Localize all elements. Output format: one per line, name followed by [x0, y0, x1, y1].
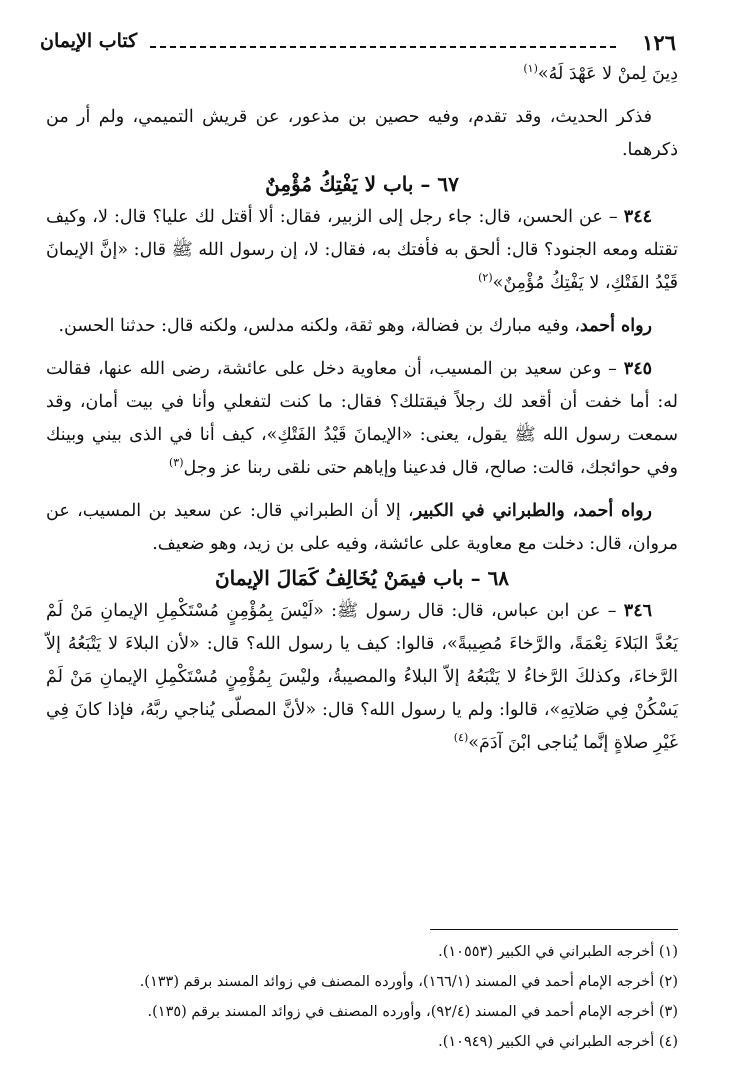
commentary-paragraph: فذكر الحديث، وقد تقدم، وفيه حصين بن مذعور، عن قريش التميمي، ولم أر من ذكرهما. [46, 107, 678, 160]
footnote-1: (١) أخرجه الطبراني في الكبير (١٠٥٥٣). [438, 944, 678, 960]
narration-note-345: رواه أحمد، والطبراني في الكبير، إلا أن الطبراني قال: عن سعيد بن المسيب، عن مروان، قال: دخلت مع معاوية على عائشة، وفيه على بن زيد، وهو ضعيف. [46, 501, 678, 554]
footnotes [46, 937, 678, 1057]
footnote-ref-2: (٢) [478, 271, 493, 285]
footnote-separator [430, 929, 678, 930]
footnote-2: (٢) أخرجه الإمام أحمد في المسند (١٦٦/١)، وأورده المصنف في زوائد المسند برقم (١٣٣). [139, 974, 678, 990]
continued-paragraph: دِينَ لِمنْ لا عَهْدَ لَهُ»$^{(١)}$ [523, 62, 678, 84]
header-dashed-rule [150, 46, 616, 48]
book-title: كتاب الإيمان [40, 30, 138, 52]
hadith-346: ٣٤٦ – عن ابن عباس، قال: قال رسول ﷺ: «لَيْسَ بِمُؤْمِنٍ مُسْتَكْمِلِ الإيمانِ مَنْ لَمْ يَعُدَّ البَلاءَ نِعْمَةً، والرَّخاءَ مُصِيبةً»، قالوا: كيف يا رسول الله؟ قال: «لأن البلاءَ لا يَتْبَعُهُ إلاّ الرَّخاءَ، وكذلكَ الرَّخاءُ لا يَتْبَعُهُ إلاّ البلاءُ والمصيبةُ، وليْسَ بِمُؤْمِنٍ مُسْتَكْمِلِ الإيمانِ مَنْ لَمْ يَسْكُنْ فِي صَلاتِهِ»، قالوا: ولم يا رسول الله؟ قال: «لأنَّ المصلّى يُناجي ربَّهُ، فإذا كانَ فِي غَيْرِ صلاةٍ إنَّما يُناجى ابْنَ آدَمَ»$^{(٤)}$ [46, 601, 678, 753]
narration-note-344: رواه أحمد، وفيه مبارك بن فضالة، وهو ثقة، ولكنه مدلس، ولكنه قال: حدثنا الحسن. [58, 316, 652, 336]
footnote-3: (٣) أخرجه الإمام أحمد في المسند (٩٢/٤)، وأورده المصنف في زوائد المسند برقم (١٣٥). [147, 1004, 678, 1020]
hadith-number-346: ٣٤٦ [623, 601, 652, 621]
main-text [46, 58, 678, 760]
footnote-ref-1: (١) [523, 62, 538, 76]
hadith-number-345: ٣٤٥ [623, 359, 652, 379]
running-header [40, 30, 676, 56]
footnote-4: (٤) أخرجه الطبراني في الكبير (١٠٩٤٩). [438, 1034, 678, 1050]
footnote-ref-4: (٤) [453, 731, 469, 745]
page-number: ١٢٦ [642, 30, 676, 55]
chapter-heading-68: ٦٨ – باب فيمَنْ يُخَالِفُ كَمَالَ الإيمانَ [214, 566, 510, 590]
hadith-number-344: ٣٤٤ [623, 207, 652, 227]
footnote-ref-3: (٣) [168, 456, 184, 470]
hadith-345: ٣٤٥ – وعن سعيد بن المسيب، أن معاوية دخل على عائشة، رضى الله عنها، فقالت له: أما خفت أن أقعد لك رجلاً فيقتلك؟ فقال: ما كنت لتفعلي وأنا في بيت أمان، وقد سمعت رسول الله ﷺ يقول، يعنى: «الإيمانَ قَيْدُ الفَتْكِ»، كيف أنا في الذى بيني وبينك وفي حوائجك، قالت: صالح، قال فدعينا وإياهم حتى نلقى ربنا عز وجل$^{(٣)}$ [46, 359, 678, 478]
hadith-344: ٣٤٤ – عن الحسن، قال: جاء رجل إلى الزبير، فقال: ألا أقتل لك عليا؟ قال: لا، وكيف تقتله ومعه الجنود؟ قال: ألحق به فأفتك به، فقال: لا، إن رسول الله ﷺ قال: «إنَّ الإيمانَ قَيْدُ الفَتْكِ، لا يَفْتِكُ مُؤْمِنٌ»$^{(٢)}$ [46, 207, 678, 293]
chapter-heading-67: ٦٧ – باب لا يَفْتِكُ مُؤْمِنٌ [265, 172, 459, 196]
